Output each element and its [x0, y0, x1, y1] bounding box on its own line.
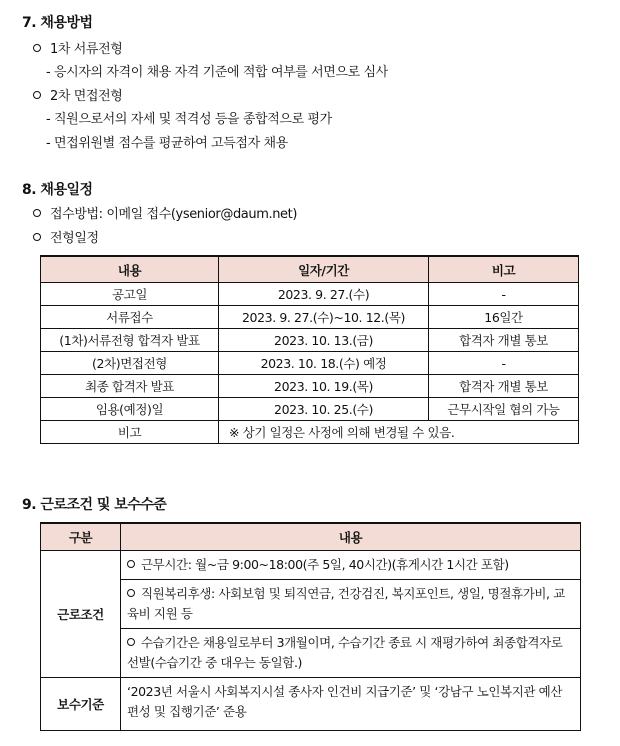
schedule-table — [40, 255, 579, 444]
work-item-text: 근무시간: 월~금 9:00~18:00(주 5일, 40시간)(휴게시간 1시간 포함) — [141, 557, 509, 572]
schedule-note-label: 비고 — [41, 421, 219, 444]
circle-bullet-icon — [127, 589, 135, 597]
schedule-header: 내용 — [41, 256, 219, 283]
work-header-row — [41, 523, 581, 551]
schedule-cell: 최종 합격자 발표 — [41, 375, 219, 398]
schedule-cell: 2023. 10. 18.(수) 예정 — [219, 352, 429, 375]
work-item-text: 수습기간은 채용일로부터 3개월이며, 수습기간 종료 시 재평가하여 최종합격자로 선발(수습기간 중 대우는 동일함.) — [127, 635, 563, 670]
schedule-cell: 공고일 — [41, 283, 219, 306]
pay-category-label: 보수기준 — [41, 678, 121, 731]
method-2-detail-2: - 면접위원별 점수를 평균하여 고득점자 채용 — [46, 136, 288, 151]
work-category-label: 근로조건 — [41, 551, 121, 678]
work-item — [121, 551, 581, 580]
circle-bullet-icon — [33, 44, 41, 52]
table-row — [41, 306, 579, 329]
schedule-cell: - — [429, 352, 579, 375]
schedule-cell: 2023. 10. 13.(금) — [219, 329, 429, 352]
table-row — [41, 375, 579, 398]
method-2-detail-1: - 직원으로서의 자세 및 적격성 등을 종합적으로 평가 — [46, 112, 332, 127]
schedule-cell: 2023. 10. 19.(목) — [219, 375, 429, 398]
schedule-cell: 2023. 10. 25.(수) — [219, 398, 429, 421]
schedule-cell: (1차)서류전형 합격자 발표 — [41, 329, 219, 352]
table-row — [41, 580, 581, 629]
circle-bullet-icon — [127, 560, 135, 568]
table-row — [41, 398, 579, 421]
circle-bullet-icon — [33, 209, 41, 217]
work-item — [121, 629, 581, 678]
schedule-note: ※ 상기 일정은 사정에 의해 변경될 수 있음. — [219, 421, 579, 444]
schedule-header: 비고 — [429, 256, 579, 283]
schedule-cell: 임용(예정)일 — [41, 398, 219, 421]
section-9-title: 9. 근로조건 및 보수수준 — [22, 497, 167, 513]
circle-bullet-icon — [33, 233, 41, 241]
schedule-cell: 근무시작일 협의 가능 — [429, 398, 579, 421]
section-8-title: 8. 채용일정 — [22, 182, 93, 198]
circle-bullet-icon — [127, 638, 135, 646]
work-item — [121, 580, 581, 629]
method-1-detail: - 응시자의 자격이 채용 자격 기준에 적합 여부를 서면으로 심사 — [46, 65, 388, 80]
work-header: 내용 — [121, 523, 581, 551]
schedule-cell: 합격자 개별 통보 — [429, 329, 579, 352]
method-1: 1차 서류전형 — [50, 42, 123, 57]
method-2: 2차 면접전형 — [50, 89, 123, 104]
schedule-cell: 합격자 개별 통보 — [429, 375, 579, 398]
work-header: 구분 — [41, 523, 121, 551]
table-row — [41, 283, 579, 306]
schedule-label: 전형일정 — [50, 231, 99, 246]
circle-bullet-icon — [33, 91, 41, 99]
schedule-cell: 서류접수 — [41, 306, 219, 329]
work-item-text: 직원복리후생: 사회보험 및 퇴직연금, 건강검진, 복지포인트, 생일, 명절휴가비, 교육비 지원 등 — [127, 586, 565, 621]
table-row — [41, 551, 581, 580]
schedule-header-row — [41, 256, 579, 283]
table-row — [41, 629, 581, 678]
pay-standard-text: ‘2023년 서울시 사회복지시설 종사자 인건비 지급기준’ 및 ‘강남구 노인복지관 예산 편성 및 집행기준’ 준용 — [121, 678, 581, 731]
table-row — [41, 421, 579, 444]
schedule-cell: 2023. 9. 27.(수) — [219, 283, 429, 306]
table-row — [41, 678, 581, 731]
work-conditions-table — [40, 522, 581, 731]
table-row — [41, 329, 579, 352]
schedule-cell: (2차)면접전형 — [41, 352, 219, 375]
schedule-cell: 16일간 — [429, 306, 579, 329]
section-7-title: 7. 채용방법 — [22, 15, 93, 31]
apply-method: 접수방법: 이메일 접수(ysenior@daum.net) — [50, 207, 298, 222]
schedule-header: 일자/기간 — [219, 256, 429, 283]
schedule-cell: - — [429, 283, 579, 306]
schedule-cell: 2023. 9. 27.(수)~10. 12.(목) — [219, 306, 429, 329]
table-row — [41, 352, 579, 375]
